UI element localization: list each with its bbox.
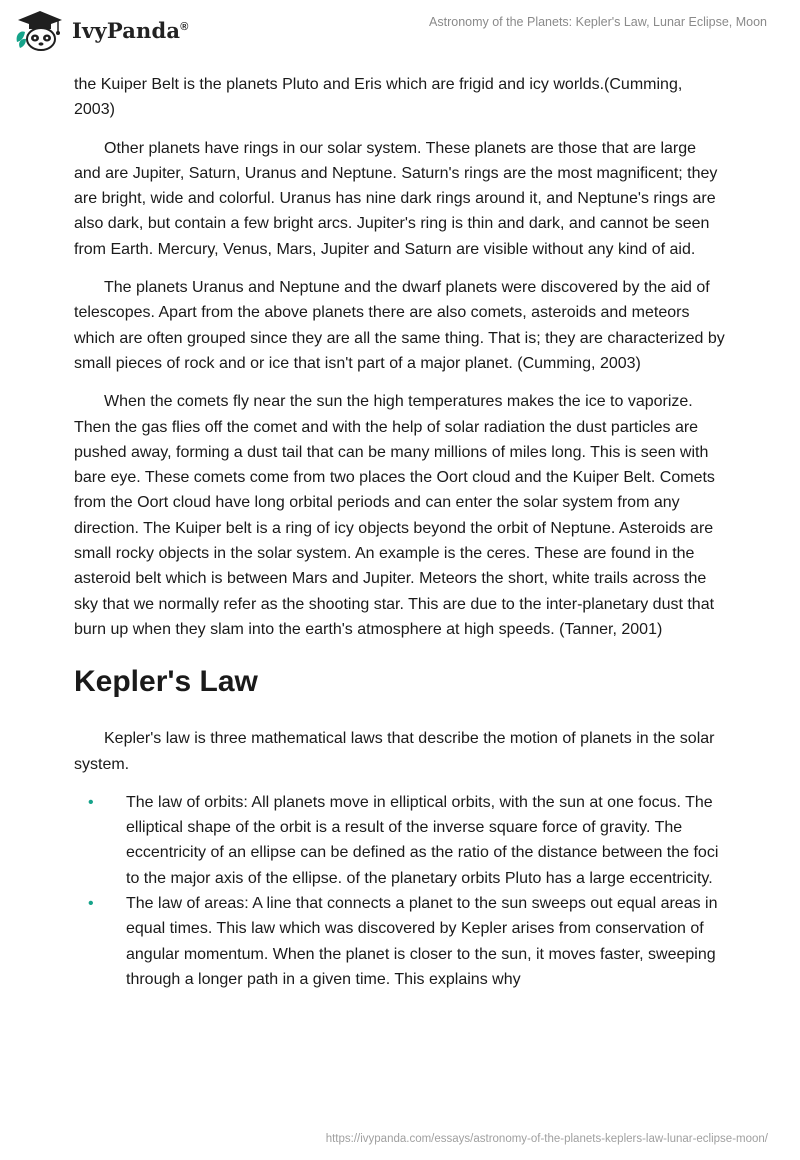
bullet-icon: • — [88, 895, 94, 913]
paragraph: Other planets have rings in our solar system. These planets are those that are large and are Jupiter, Saturn, Uranus and Neptune. Saturn's rings are the most magnificent; they are bright, wide and colorful. Uranus has nine dark rings around it, and Neptune's rings are also dark, but contain a few bright arcs. Jupiter's ring is thin and dark, and cannot be seen from Earth. Mercury, Venus, Mars, Jupiter and Saturn are visible without any kind of aid. — [74, 139, 718, 258]
paragraph: Kepler's law is three mathematical laws that describe the motion of planets in the solar system. — [74, 730, 715, 773]
paragraph: When the comets fly near the sun the high temperatures makes the ice to vaporize. Then the gas flies off the comet and with the help of solar radiation the dust particles are pushed away, forming a dust tail that can be many millions of miles long. This is seen with bare eye. These comets come from two places the Oort cloud and the Kuiper Belt. Comets from the Oort cloud have long orbital periods and can enter the solar system from any direction. The Kuiper belt is a ring of icy objects beyond the orbit of Neptune. Asteroids are small rocky objects in the solar system. An example is the ceres. These are found in the asteroid belt which is between Mars and Jupiter. Meteors the short, white trails across the sky that we normally refer as the shooting star. This are due to the inter-planetary dust that burn up when they slam into the earth's atmosphere at high speeds. (Tanner, 2001) — [74, 393, 715, 638]
list-item-text: The law of areas: A line that connects a planet to the sun sweeps out equal areas in equal times. This law which was discovered by Kepler arises from conservation of angular momentum. When the planet is closer to the sun, it moves faster, sweeping through a longer path in a given time. This explains why — [126, 895, 718, 988]
list-item-text: The law of orbits: All planets move in elliptical orbits, with the sun at one focus. The elliptical shape of the orbit is a result of the inverse square force of gravity. The eccentricity of an ellipse can be defined as the ratio of the distance between the foci to the major axis of the ellipse. of the planetary orbits Pluto has a large eccentricity. — [126, 793, 719, 887]
paragraph: the Kuiper Belt is the planets Pluto and Eris which are frigid and icy worlds.(Cumming, 2003) — [74, 76, 683, 119]
bullet-icon: • — [88, 793, 94, 811]
panda-graduate-icon — [14, 8, 66, 52]
ivypanda-logo[interactable] — [14, 8, 189, 52]
section-heading-keplers-law: Kepler's Law — [74, 665, 258, 699]
source-url[interactable]: https://ivypanda.com/essays/astronomy-of-the-planets-keplers-law-lunar-eclipse-moon/ — [325, 1133, 768, 1145]
logo-text: IvyPanda® — [72, 17, 189, 43]
essay-content — [74, 72, 726, 992]
document-title: Astronomy of the Planets: Kepler's Law, Lunar Eclipse, Moon — [429, 15, 767, 29]
list-item — [74, 891, 726, 992]
list-item — [74, 790, 726, 891]
kepler-laws-list — [74, 790, 726, 992]
page-header — [0, 0, 800, 62]
paragraph: The planets Uranus and Neptune and the dwarf planets were discovered by the aid of telescopes. Apart from the above planets there are also comets, asteroids and meteors which are often grouped since they are all the same thing. That is; they are characterized by small pieces of rock and or ice that isn't part of a major planet. (Cumming, 2003) — [74, 279, 725, 372]
